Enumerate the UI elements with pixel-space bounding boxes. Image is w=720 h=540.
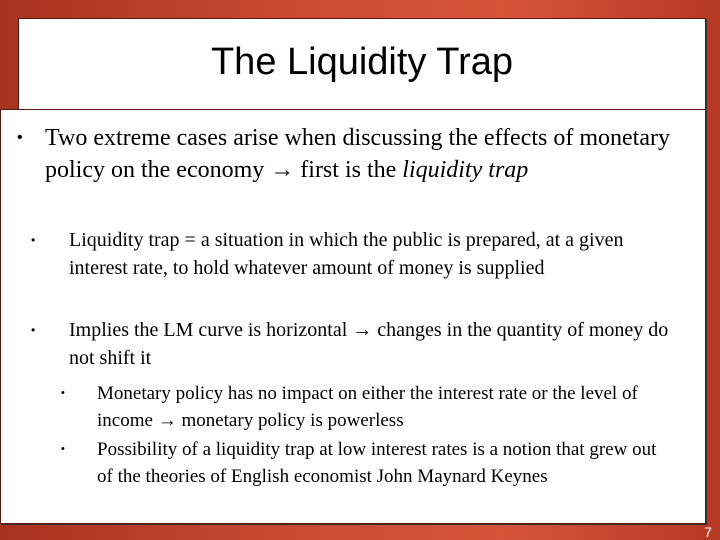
bullet-main-text-part2: first is the xyxy=(294,157,403,183)
arrow-icon: → xyxy=(352,319,373,341)
title-box xyxy=(18,18,706,110)
arrow-icon: → xyxy=(270,157,295,183)
slide-title: The Liquidity Trap xyxy=(210,41,514,83)
subsub-bullet-keynes xyxy=(61,436,661,490)
bullet-dot: • xyxy=(31,323,36,337)
arrow-icon: → xyxy=(157,410,177,431)
sub-bullet-lm-curve-part2: changes in the quantity of money do not shift it xyxy=(69,319,669,369)
bullet-dot: • xyxy=(31,233,36,247)
sub-bullet-definition-text: Liquidity trap = a situation in which the public is prepared, at a given interest rate, to hold whatever amount of money is supplied xyxy=(69,229,624,279)
subsub-bullet-keynes-text: Possibility of a liquidity trap at low interest rates is a notion that grew out of the theories of English economist John Maynard Keynes xyxy=(97,439,657,487)
sub-bullet-definition xyxy=(31,226,671,282)
bullet-main-text xyxy=(45,122,697,186)
sub-bullet-lm-curve-part1: Implies the LM curve is horizontal xyxy=(69,319,353,341)
content-box xyxy=(0,109,706,524)
bullet-main-text-part1: Two extreme cases arise when discussing the effects of monetary policy on the economy xyxy=(45,125,670,183)
subsub-bullet-monetary-policy-part1: Monetary policy has no impact on either the interest rate or the level of income xyxy=(97,383,638,431)
bullet-main-italic: liquidity trap xyxy=(402,157,529,183)
bullet-dot: • xyxy=(17,129,23,146)
sub-bullet-lm-curve xyxy=(31,316,696,372)
bullet-dot: • xyxy=(61,443,65,455)
bullet-dot: • xyxy=(61,387,65,399)
subsub-bullet-monetary-policy-text xyxy=(97,380,661,434)
subsub-bullet-monetary-policy-part2: monetary policy is powerless xyxy=(176,410,404,431)
subsub-bullet-monetary-policy xyxy=(61,380,661,434)
page-number: 7 xyxy=(704,524,712,540)
bullet-main xyxy=(17,122,697,186)
sub-bullet-lm-curve-text xyxy=(69,316,696,372)
